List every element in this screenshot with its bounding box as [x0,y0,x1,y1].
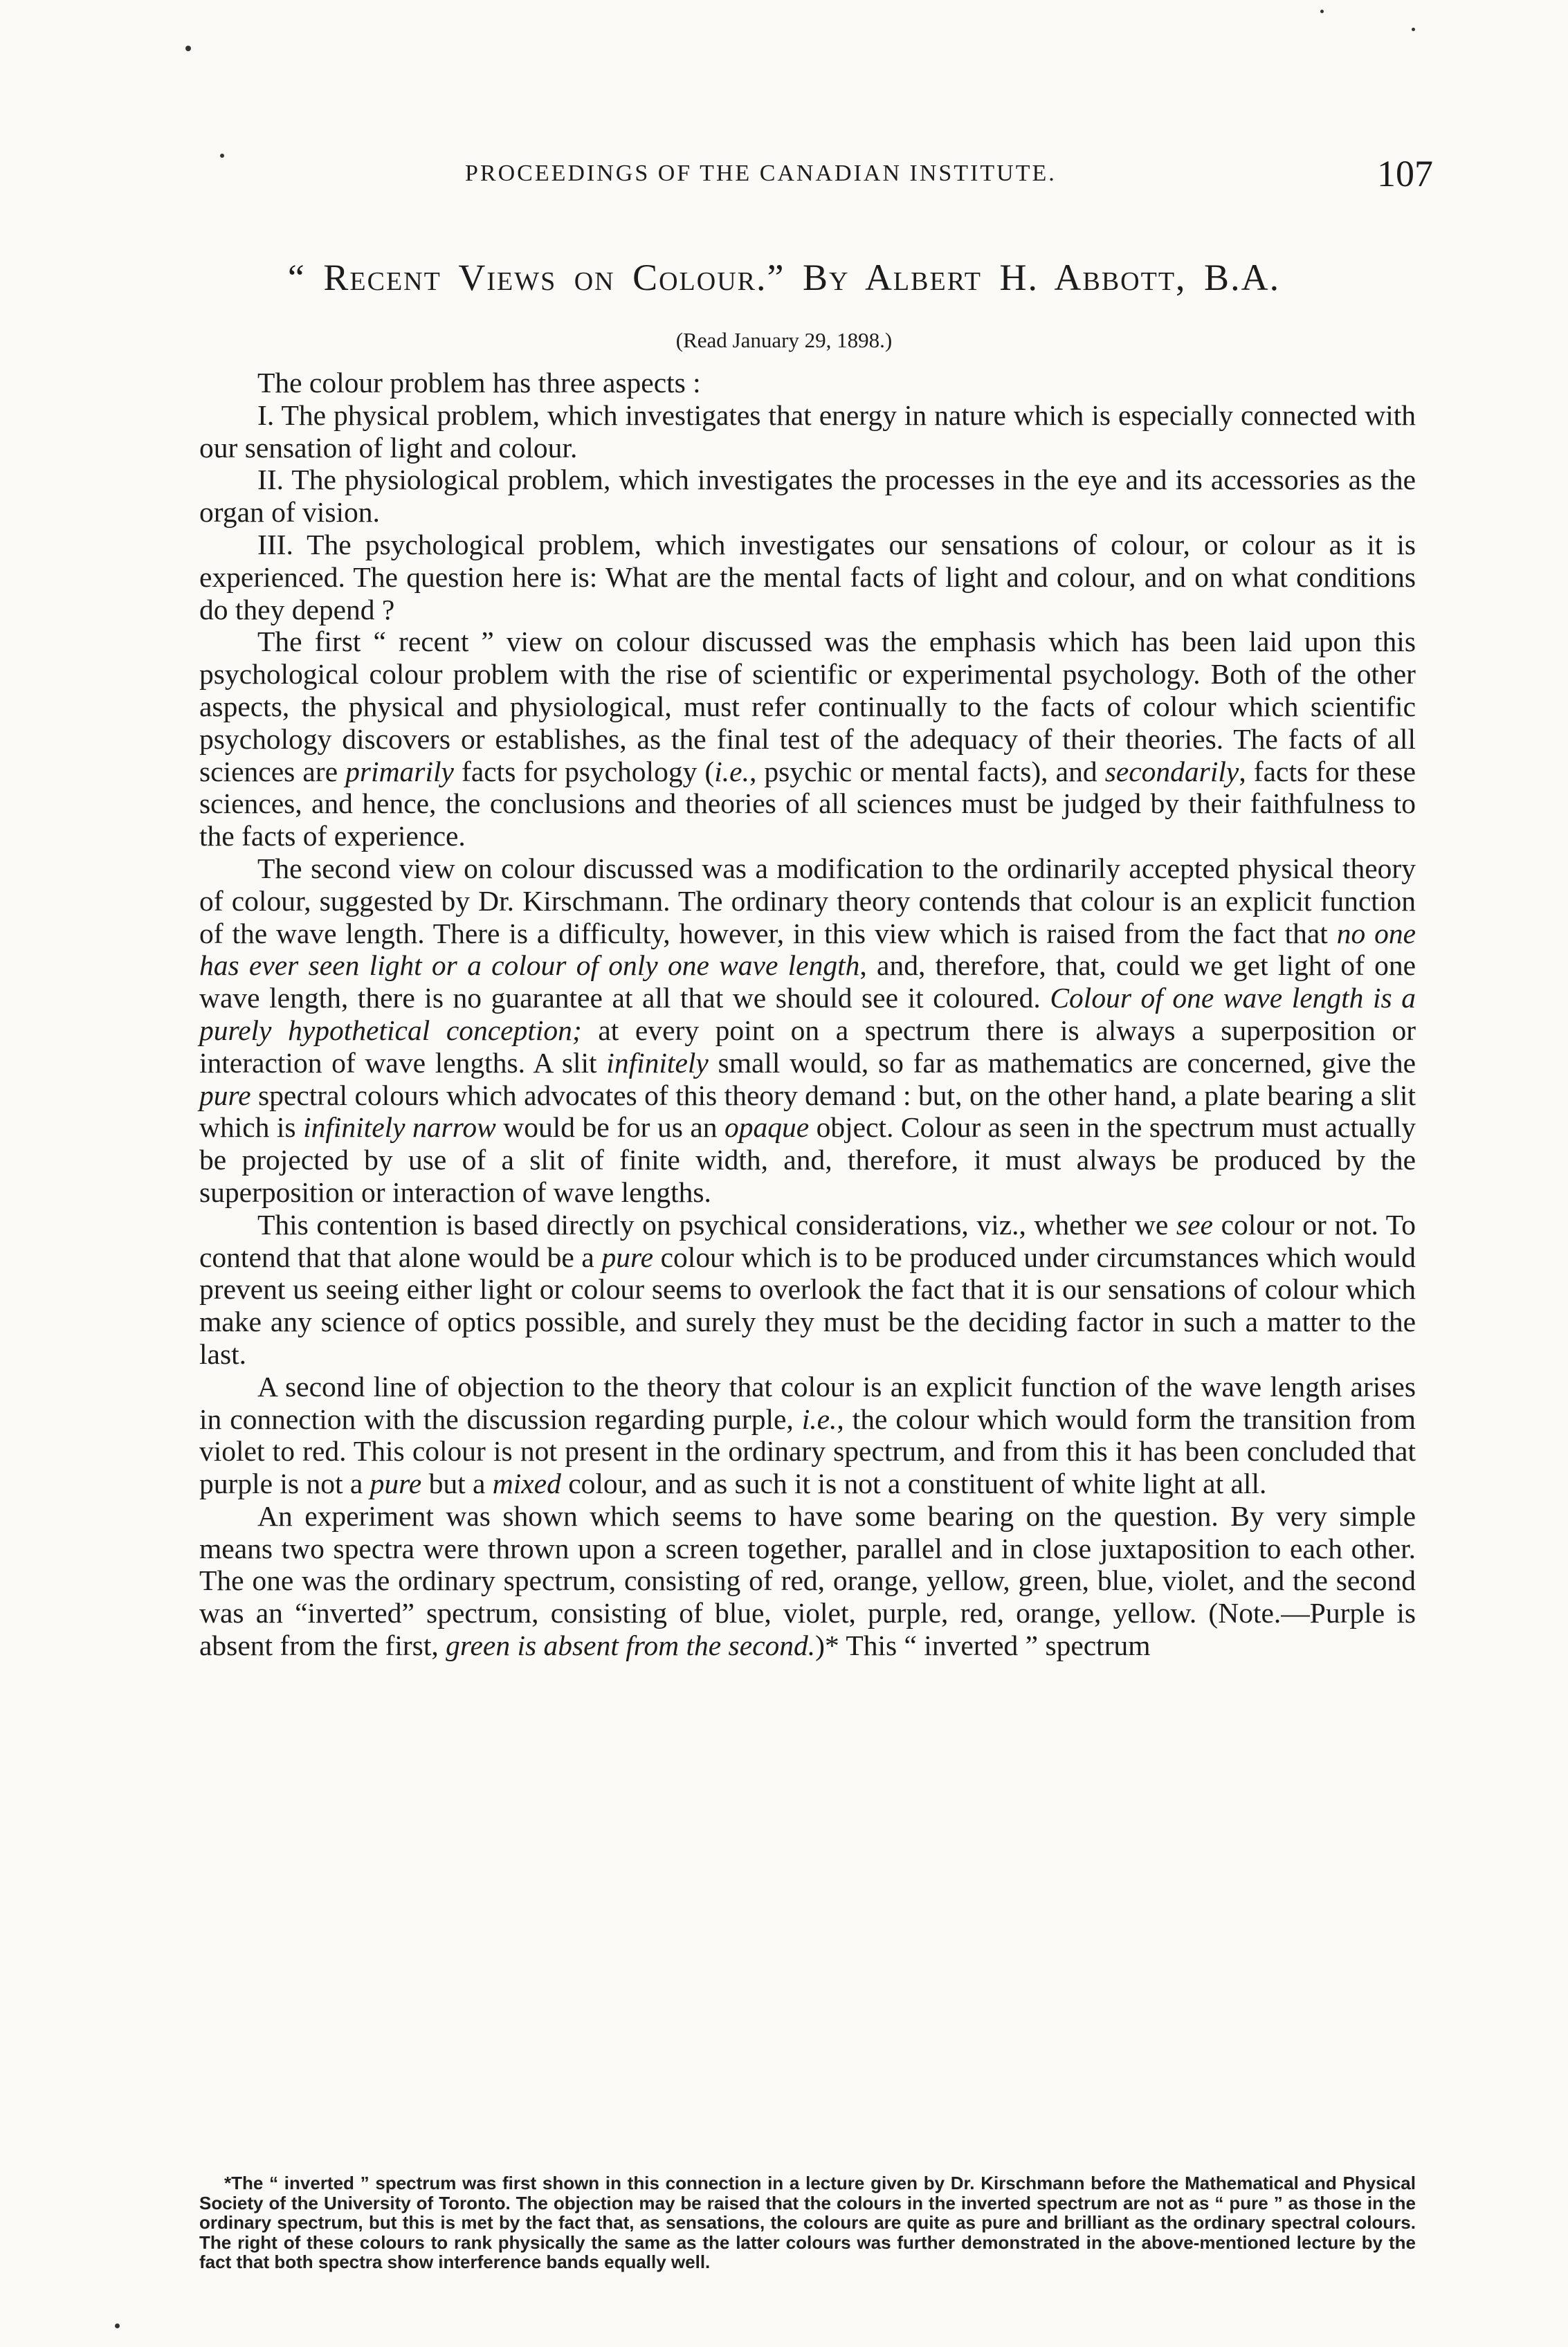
emphasis: i.e. [801,1403,837,1435]
text-run: , psychic or mental facts), and [749,755,1105,787]
page-number: 107 [1377,153,1433,194]
text-run: The first “ recent ” view on colour discussed was the emphasis which has been laid upon this psychological colour problem with the rise of scientific or experimental psychology. Both of the other aspects, the physical and physiological, must refer continually to the facts of colour which scientific psychology discovers or establishes, as the final test of the adequacy of their theories. The facts of all sciences are [199,625,1416,787]
emphasis: pure [370,1468,422,1500]
print-speck [1412,28,1415,31]
emphasis: i.e. [714,755,749,787]
text-run: , the colour which would form the transition from violet to red. This colour is not present in the ordinary spectrum, and from this it has been concluded that purple is not a [199,1403,1416,1500]
emphasis: secondarily [1104,755,1239,787]
emphasis: pure [199,1079,251,1111]
emphasis: see [1176,1208,1213,1241]
emphasis: Colour of one wave length is a purely hypothetical conception; [199,982,1416,1046]
print-speck [115,2323,120,2328]
text-run: facts for psychology ( [453,755,715,787]
emphasis: mixed [492,1468,561,1500]
emphasis: infinitely [606,1046,709,1079]
paragraph-psychological: III. The psychological problem, which investigates our sensations of colour, or colour as it is experienced. The question here is: What are the mental facts of light and colour, and on what conditions do they depend ? [199,528,1416,625]
text-run: )* This “ inverted ” spectrum [815,1629,1151,1662]
paragraph-physiological: II. The physiological problem, which investigates the processes in the eye and its accessories as the organ of vision. [199,464,1416,529]
text-run: object. Colour as seen in the spectrum must actually be projected by use of a slit of finite width, and, therefore, it must always be produced by the superposition or interaction of wave lengths. [199,1111,1416,1208]
print-speck [185,46,191,51]
read-date: (Read January 29, 1898.) [675,328,893,352]
paragraph-contention [199,1209,1416,1371]
footnote-text: *The “ inverted ” spectrum was first shown in this connection in a lecture given by Dr. Kirschmann before the Mathematical and Physical Society of the University of Toronto. The objection may be raised that the colours in the inverted spectrum are not as “ pure ” as those in the ordinary spectrum, but this is met by the fact that, as sensations, the colours are quite as pure and brilliant as the ordinary spectral colours. The right of these colours to rank physically the same as the latter colours was further demonstrated in the above-mentioned lecture by the fact that both spectra show interference bands equally well. [199,2173,1416,2272]
text-run: small would, so far as mathematics are concerned, give the [708,1046,1416,1079]
article-body [199,367,1416,1662]
text-run: colour or not. To contend that that alone would be a [199,1208,1416,1273]
text-run: , facts for these sciences, and hence, the conclusions and theories of all sciences must be judged by their faithfulness to the facts of experience. [199,755,1416,852]
text-run: but a [421,1468,493,1500]
emphasis: pure [601,1241,653,1273]
running-head: PROCEEDINGS OF THE CANADIAN INSTITUTE. [465,161,1057,186]
emphasis: green is absent from the second. [446,1629,816,1662]
emphasis: no one has ever seen light or a colour of only one wave length [199,917,1416,982]
emphasis: opaque [724,1111,810,1144]
text-run: would be for us an [495,1111,724,1144]
text-run: spectral colours which advocates of this theory demand : but, on the other hand, a plate bearing a slit which is [199,1079,1416,1144]
paragraph-intro: The colour problem has three aspects : [257,367,701,399]
paragraph-experiment [199,1500,1416,1662]
emphasis: infinitely narrow [303,1111,496,1144]
footnote [199,2173,1416,2272]
text-run: This contention is based directly on psychical considerations, viz., whether we [257,1208,1176,1241]
paragraph-physical: I. The physical problem, which investigates that energy in nature which is especially connected with our sensation of light and colour. [199,399,1416,464]
article-title: “ Recent Views on Colour.” By Albert H. Abbott, B.A. [287,257,1281,298]
text-run: An experiment was shown which seems to have some bearing on the question. By very simple means two spectra were thrown upon a screen together, parallel and in close juxtaposition to each other. The one was the ordinary spectrum, consisting of red, orange, yellow, green, blue, violet, and the second was an “inverted” spectrum, consisting of blue, violet, purple, red, orange, yellow. (Note.—Purple is absent from the first, [199,1499,1416,1662]
paragraph-second-view [199,852,1416,1209]
text-run: A second line of objection to the theory that colour is an explicit function of the wave length arises in connection with the discussion regarding purple, [199,1370,1416,1435]
text-run: The second view on colour discussed was a modification to the ordinarily accepted physical theory of colour, suggested by Dr. Kirschmann. The ordinary theory contends that colour is an explicit function of the wave length. There is a difficulty, however, in this view which is raised from the fact that [199,852,1416,949]
emphasis: primarily [345,755,454,787]
text-run: colour which is to be produced under circumstances which would prevent us seeing either light or colour seems to overlook the fact that it is our sensations of colour which make any science of optics possible, and surely they must be the deciding factor in such a matter to the last. [199,1241,1416,1370]
print-speck [220,154,224,158]
text-run: colour, and as such it is not a constituent of white light at all. [560,1468,1267,1500]
paragraph-first-view [199,625,1416,852]
text-run: , and, therefore, that, could we get light of one wave length, there is no guarantee at all that we should see it coloured. [199,949,1416,1014]
paragraph-purple-objection [199,1371,1416,1500]
print-speck [1320,10,1324,13]
text-run: at every point on a spectrum there is always a superposition or interaction of wave lengths. A slit [199,1014,1416,1079]
